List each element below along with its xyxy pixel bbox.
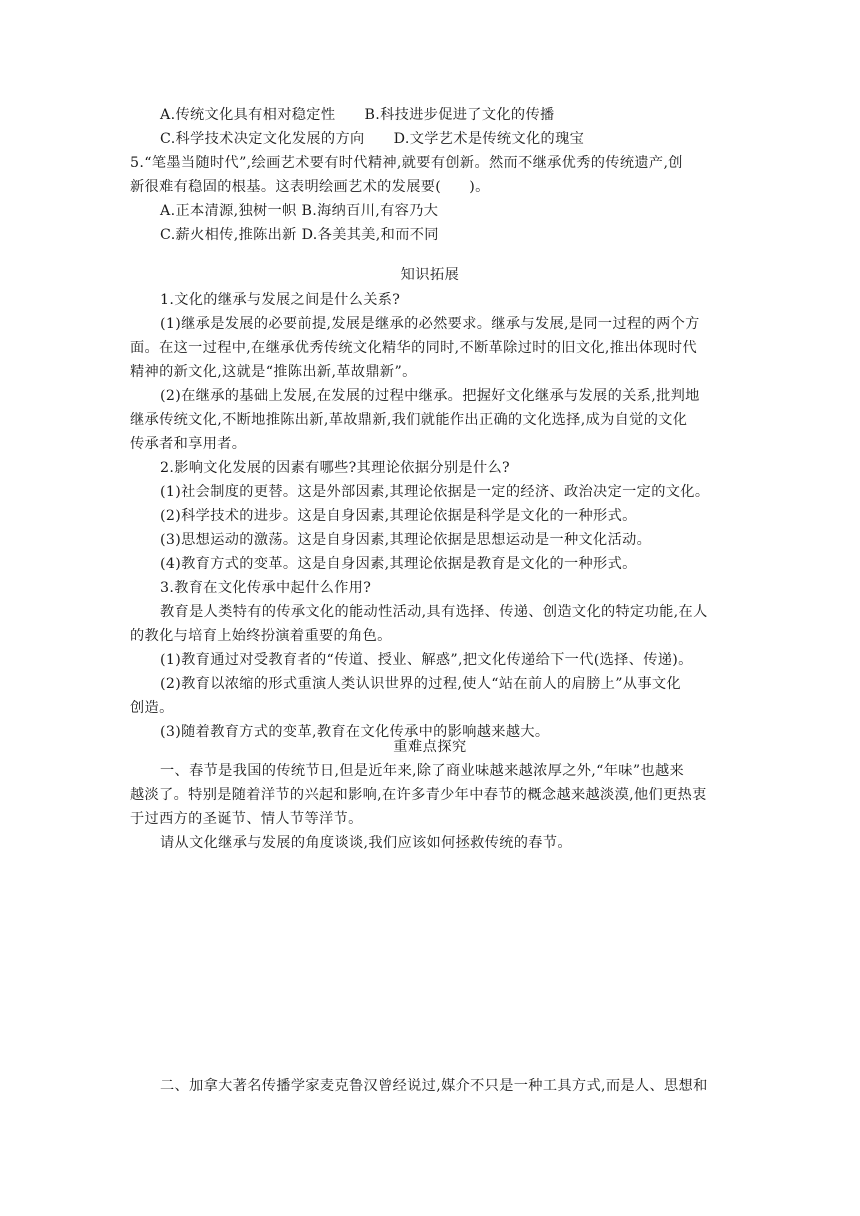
knowledge-line: 创造。 [130,700,174,716]
knowledge-line: (1)教育通过对受教育者的“传道、授业、解惑”,把文化传递给下一代(选择、传递)。 [160,652,693,668]
exploration-q1-line-1: 一、春节是我国的传统节日,但是近年来,除了商业味越来越浓厚之外,“年味”也越来 [160,763,685,779]
knowledge-line: 传承者和享用者。 [130,436,247,452]
q4-options-row-1: A.传统文化具有相对稳定性 B.科技进步促进了文化的传播 [160,107,555,123]
q5-stem-line-2 [130,175,730,199]
section-title-key-points: 重难点探究 [393,739,467,755]
knowledge-line: 的教化与培育上始终扮演着重要的角色。 [130,628,392,644]
exploration-q1-line-2: 越淡了。特别是随着洋节的兴起和影响,在许多青少年中春节的概念越来越淡漠,他们更热衷 [130,787,707,803]
exploration-q2-line-1: 二、加拿大著名传播学家麦克鲁汉曾经说过,媒介不只是一种工具方式,而是人、思想和 [160,1078,708,1094]
q5-stem-end: )。 [469,179,490,195]
knowledge-line: (3)思想运动的激荡。这是自身因素,其理论依据是思想运动是一种文化活动。 [160,532,652,548]
knowledge-line: (2)教育以浓缩的形式重演人类认识世界的过程,使人“站在前人的肩膀上”从事文化 [160,676,681,692]
q5-options-row-1: A.正本清源,独树一帜 B.海纳百川,有容乃大 [160,203,439,219]
q5-stem-line-1: 5.“笔墨当随时代”,绘画艺术要有时代精神,就要有创新。然而不继承优秀的传统遗产,创 [130,155,683,171]
q5-stem-text: 新很难有稳固的根基。这表明绘画艺术的发展要( [130,179,442,195]
exploration-q1-prompt: 请从文化继承与发展的角度谈谈,我们应该如何拯救传统的春节。 [160,835,572,851]
knowledge-line: 1.文化的继承与发展之间是什么关系? [160,292,401,308]
q5-options-row-2: C.薪火相传,推陈出新 D.各美其美,和而不同 [160,227,439,243]
knowledge-line: 2.影响文化发展的因素有哪些?其理论依据分别是什么? [160,460,510,476]
knowledge-line: (1)继承是发展的必要前提,发展是继承的必然要求。继承与发展,是同一过程的两个方 [160,316,700,332]
knowledge-line: (4)教育方式的变革。这是自身因素,其理论依据是教育是文化的一种形式。 [160,556,637,572]
exploration-q1-line-3: 于过西方的圣诞节、情人节等洋节。 [130,811,363,827]
knowledge-line: (1)社会制度的更替。这是外部因素,其理论依据是一定的经济、政治决定一定的文化。 [160,484,710,500]
knowledge-line: (3)随着教育方式的变革,教育在文化传承中的影响越来越大。 [160,724,550,740]
knowledge-line: 继承传统文化,不断地推陈出新,革故鼎新,我们就能作出正确的文化选择,成为自觉的文化 [130,412,688,428]
knowledge-line: (2)科学技术的进步。这是自身因素,其理论依据是科学是文化的一种形式。 [160,508,637,524]
q4-options-row-2: C.科学技术决定文化发展的方向 D.文学艺术是传统文化的瑰宝 [160,131,585,147]
knowledge-line: 3.教育在文化传承中起什么作用? [160,580,372,596]
knowledge-line: (2)在继承的基础上发展,在发展的过程中继承。把握好文化继承与发展的关系,批判地 [160,388,700,404]
knowledge-line: 面。在这一过程中,在继承优秀传统文化精华的同时,不断革除过时的旧文化,推出体现时代 [130,340,698,356]
knowledge-line: 教育是人类特有的传承文化的能动性活动,具有选择、传递、创造文化的特定功能,在人 [160,604,708,620]
knowledge-line: 精神的新文化,这就是“推陈出新,革故鼎新”。 [130,364,417,380]
section-title-knowledge: 知识拓展 [400,267,460,283]
